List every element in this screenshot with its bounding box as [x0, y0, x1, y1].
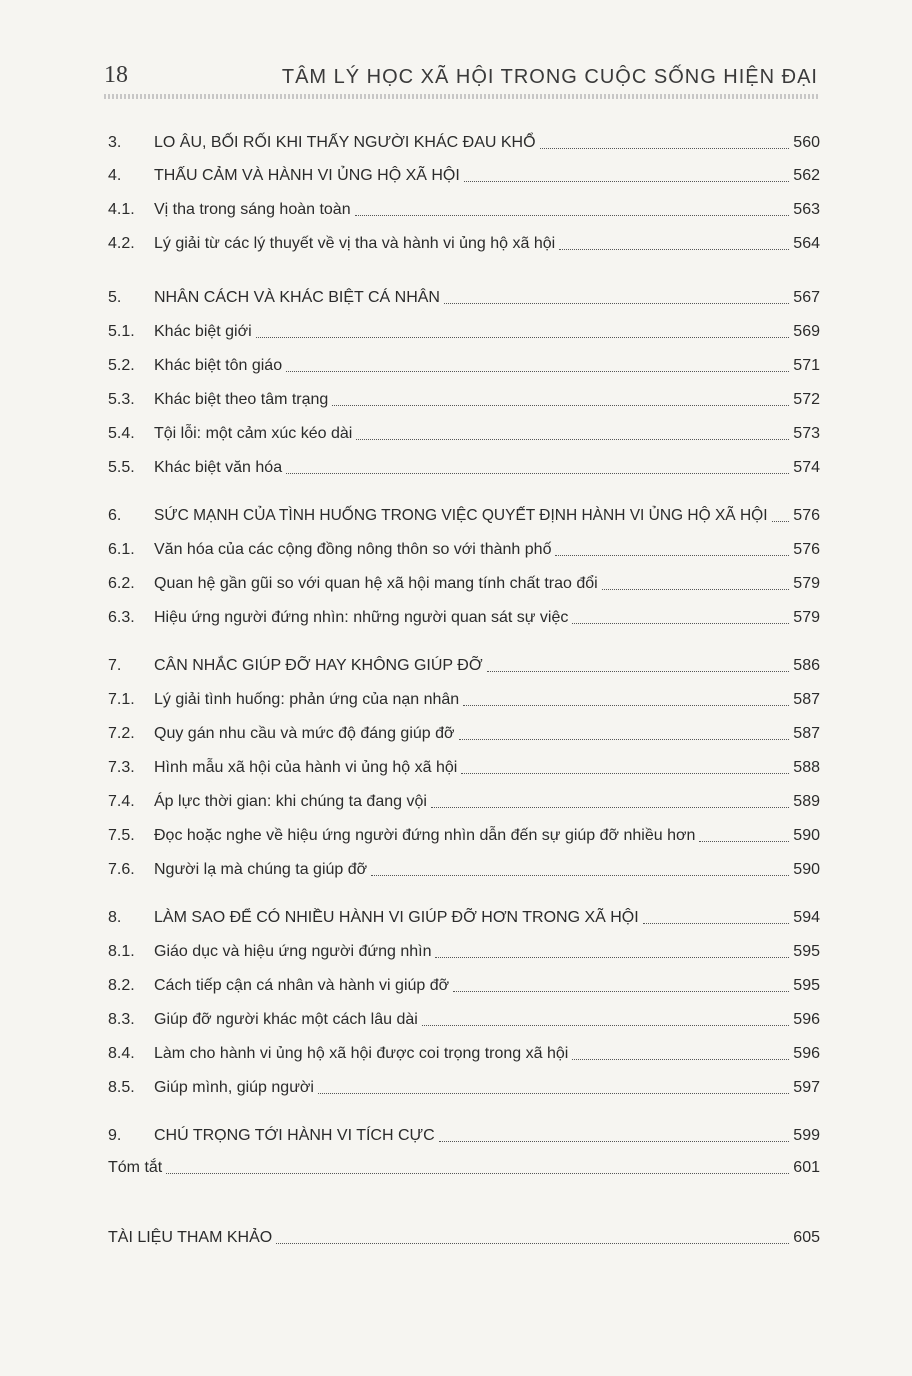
toc-entry-number: 8.3. — [108, 1011, 135, 1028]
dot-leader — [772, 520, 790, 522]
toc-entry-page: 595 — [793, 977, 820, 994]
toc-entry — [108, 970, 820, 996]
dot-leader — [439, 1140, 790, 1142]
toc-entry-title: Quan hệ gần gũi so với quan hệ xã hội mang tính chất trao đổi — [154, 575, 598, 592]
toc-entry — [108, 160, 820, 186]
toc-entry-page: 562 — [793, 167, 820, 184]
toc-entry-number: 4. — [108, 167, 122, 184]
toc-entry-page: 601 — [793, 1159, 820, 1176]
toc-entry-number: 7.5. — [108, 827, 135, 844]
toc-entry-number: 4.1. — [108, 201, 135, 218]
dot-leader — [371, 874, 789, 876]
toc-entry-number: 5.2. — [108, 357, 135, 374]
toc-entry-page: 594 — [793, 909, 820, 926]
toc-entry-page: 579 — [793, 609, 820, 626]
toc-entry-title: Áp lực thời gian: khi chúng ta đang vội — [154, 793, 427, 810]
toc-entry-number: 7. — [108, 657, 122, 674]
toc-entry-title: Hiệu ứng người đứng nhìn: những người quan sát sự việc — [154, 609, 569, 626]
toc-entry-title: NHÂN CÁCH VÀ KHÁC BIỆT CÁ NHÂN — [154, 289, 440, 306]
toc-entry — [108, 650, 820, 676]
toc-entry — [108, 820, 820, 846]
dot-leader — [487, 670, 790, 672]
toc-entry — [108, 452, 820, 478]
toc-entry — [108, 568, 820, 594]
toc-entry-number: 5.5. — [108, 459, 135, 476]
toc-entry-title: Cách tiếp cận cá nhân và hành vi giúp đỡ — [154, 977, 450, 994]
dot-leader — [555, 554, 789, 556]
dot-leader — [464, 180, 789, 182]
toc-entry-number: 4.2. — [108, 235, 135, 252]
toc-entry-page: 576 — [793, 507, 820, 524]
toc-entry — [108, 350, 820, 376]
toc-entry-number: 5.4. — [108, 425, 135, 442]
toc-entry — [108, 127, 820, 153]
dot-leader — [256, 336, 790, 338]
toc-entry-title: THẤU CẢM VÀ HÀNH VI ỦNG HỘ XÃ HỘI — [154, 167, 460, 184]
toc-entry-title: Khác biệt văn hóa — [154, 459, 283, 476]
toc-entry — [108, 936, 820, 962]
dot-leader — [643, 922, 790, 924]
toc-entry-number: 6.2. — [108, 575, 135, 592]
toc-entry-page: 563 — [793, 201, 820, 218]
toc-entry-page: 590 — [793, 861, 820, 878]
toc-entry — [108, 194, 820, 220]
toc-entry-page: 596 — [793, 1011, 820, 1028]
dot-leader — [463, 704, 789, 706]
toc-entry-title: Quy gán nhu cầu và mức độ đáng giúp đỡ — [154, 725, 455, 742]
toc-entry-title: Khác biệt theo tâm trạng — [154, 391, 329, 408]
toc-entry-title: Làm cho hành vi ủng hộ xã hội được coi trọng trong xã hội — [154, 1045, 569, 1062]
toc-entry-page: 564 — [793, 235, 820, 252]
toc-entry-page: 596 — [793, 1045, 820, 1062]
toc-entry-number: 7.2. — [108, 725, 135, 742]
toc-entry-title: Vị tha trong sáng hoàn toàn — [154, 201, 351, 218]
toc-entry-number: 8.5. — [108, 1079, 135, 1096]
toc-entry — [108, 718, 820, 744]
toc-entry-page: 560 — [793, 134, 820, 151]
toc-entry-title: Lý giải tình huống: phản ứng của nạn nhân — [154, 691, 460, 708]
toc-entry — [108, 316, 820, 342]
toc-entry-page: 605 — [793, 1229, 820, 1246]
toc-entry-title: Giúp đỡ người khác một cách lâu dài — [154, 1011, 418, 1028]
toc-entry-page: 572 — [793, 391, 820, 408]
toc-entry — [108, 500, 820, 526]
toc-entry — [108, 1222, 820, 1248]
toc-entry — [108, 902, 820, 928]
toc-entry — [108, 418, 820, 444]
toc-entry — [108, 854, 820, 880]
toc-entry-title: Giúp mình, giúp người — [154, 1079, 314, 1096]
toc-entry-number: 8.4. — [108, 1045, 135, 1062]
toc-entry-title: Văn hóa của các cộng đồng nông thôn so với thành phố — [154, 541, 552, 558]
toc-entry-page: 586 — [793, 657, 820, 674]
dot-leader — [318, 1092, 789, 1094]
toc-entry-page: 599 — [793, 1127, 820, 1144]
toc-entry-page: 579 — [793, 575, 820, 592]
toc-entry-title: Tội lỗi: một cảm xúc kéo dài — [154, 425, 353, 442]
toc-entry — [108, 602, 820, 628]
toc-entry — [108, 1120, 820, 1146]
toc-entry-title: Người lạ mà chúng ta giúp đỡ — [154, 861, 368, 878]
dot-leader — [355, 214, 790, 216]
toc-entry-title: Khác biệt tôn giáo — [154, 357, 283, 374]
dot-leader — [572, 1058, 789, 1060]
dot-leader — [276, 1242, 789, 1244]
toc-entry-title: SỨC MẠNH CỦA TÌNH HUỐNG TRONG VIỆC QUYẾT ĐỊNH HÀNH VI ỦNG HỘ XÃ HỘI — [154, 507, 768, 524]
toc-entry-page: 587 — [793, 725, 820, 742]
toc-entry-title: CÂN NHẮC GIÚP ĐỠ HAY KHÔNG GIÚP ĐỠ — [154, 657, 483, 674]
dot-leader — [572, 622, 789, 624]
toc-entry-number: 9. — [108, 1127, 122, 1144]
toc-entry-page: 588 — [793, 759, 820, 776]
toc-entry-number: 6. — [108, 507, 122, 524]
toc-entry-number: 5. — [108, 289, 122, 306]
toc-entry — [108, 534, 820, 560]
toc-entry-number: 7.6. — [108, 861, 135, 878]
toc-entry — [108, 752, 820, 778]
toc-entry-title: Đọc hoặc nghe về hiệu ứng người đứng nhìn dẫn đến sự giúp đỡ nhiều hơn — [154, 827, 696, 844]
toc-entry — [108, 1072, 820, 1098]
toc-entry-number: 7.1. — [108, 691, 135, 708]
dot-leader — [422, 1024, 789, 1026]
toc-entry-number: 7.3. — [108, 759, 135, 776]
toc-entry-page: 574 — [793, 459, 820, 476]
dot-leader — [459, 738, 790, 740]
toc-entry-page: 589 — [793, 793, 820, 810]
toc-entry-title: Tóm tắt — [108, 1159, 163, 1176]
toc-entry-page: 571 — [793, 357, 820, 374]
dot-leader — [444, 302, 789, 304]
page-number: 18 — [104, 62, 128, 88]
toc-entry — [108, 1004, 820, 1030]
toc-entry-number: 8. — [108, 909, 122, 926]
toc-entry — [108, 228, 820, 254]
dot-leader — [286, 370, 789, 372]
toc-entry-page: 595 — [793, 943, 820, 960]
dot-leader — [559, 248, 789, 250]
toc-entry-title: Hình mẫu xã hội của hành vi ủng hộ xã hội — [154, 759, 458, 776]
dot-leader — [332, 404, 789, 406]
toc-entry — [108, 1038, 820, 1064]
running-title: TÂM LÝ HỌC XÃ HỘI TRONG CUỘC SỐNG HIỆN ĐẠI — [281, 66, 818, 88]
dot-leader — [699, 840, 789, 842]
toc-entry-page: 573 — [793, 425, 820, 442]
toc-entry-page: 590 — [793, 827, 820, 844]
toc-entry-title: Khác biệt giới — [154, 323, 252, 340]
dot-leader — [286, 472, 789, 474]
toc-entry — [108, 282, 820, 308]
toc-entry-number: 8.2. — [108, 977, 135, 994]
toc-entry-page: 567 — [793, 289, 820, 306]
dot-leader — [602, 588, 790, 590]
toc-entry-title: LÀM SAO ĐỂ CÓ NHIỀU HÀNH VI GIÚP ĐỠ HƠN TRONG XÃ HỘI — [154, 909, 639, 926]
toc-entry-title: LO ÂU, BỐI RỐI KHI THẤY NGƯỜI KHÁC ĐAU KHỔ — [154, 134, 536, 151]
toc-entry-title: TÀI LIỆU THAM KHẢO — [108, 1229, 273, 1246]
toc-entry — [108, 384, 820, 410]
toc-entry-page: 569 — [793, 323, 820, 340]
dot-leader — [461, 772, 789, 774]
toc-entry-title: CHÚ TRỌNG TỚI HÀNH VI TÍCH CỰC — [154, 1127, 435, 1144]
toc-entry-number: 6.3. — [108, 609, 135, 626]
toc-entry-number: 5.3. — [108, 391, 135, 408]
toc-entry-number: 3. — [108, 134, 122, 151]
dot-leader — [431, 806, 789, 808]
toc-entry-page: 587 — [793, 691, 820, 708]
toc-entry-number: 5.1. — [108, 323, 135, 340]
toc-entry-page: 576 — [793, 541, 820, 558]
toc-entry-title: Lý giải từ các lý thuyết về vị tha và hành vi ủng hộ xã hội — [154, 235, 556, 252]
dot-leader — [540, 147, 790, 149]
toc-entry-number: 8.1. — [108, 943, 135, 960]
dot-leader — [166, 1172, 789, 1174]
dot-leader — [453, 990, 789, 992]
toc-entry — [108, 786, 820, 812]
toc-entry — [108, 1152, 820, 1178]
toc-entry-title: Giáo dục và hiệu ứng người đứng nhìn — [154, 943, 432, 960]
dot-leader — [356, 438, 789, 440]
toc-entry-page: 597 — [793, 1079, 820, 1096]
toc-entry — [108, 684, 820, 710]
page-header — [104, 62, 818, 94]
toc-entry-number: 7.4. — [108, 793, 135, 810]
toc-entry-number: 6.1. — [108, 541, 135, 558]
dot-leader — [435, 956, 789, 958]
header-rule — [104, 94, 818, 99]
